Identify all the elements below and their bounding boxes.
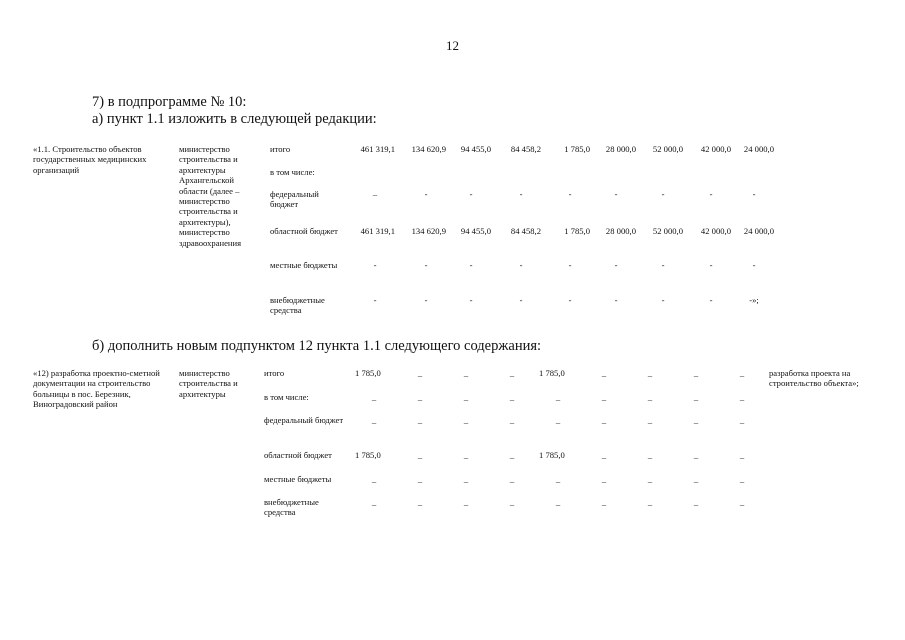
value-cell: _	[463, 368, 469, 378]
value-cell: -	[709, 189, 713, 199]
row-label: внебюджетные средства	[264, 497, 319, 518]
value-cell: 1 785,0	[539, 368, 565, 378]
table1-executor: министерство строительства и архитектуры Архангельской области (далее – министерство строительства и архитектуры), министерство здравоохранения	[179, 144, 242, 248]
value-cell: _	[555, 497, 561, 507]
value-cell: _	[739, 474, 745, 484]
value-cell: _	[371, 415, 377, 425]
subsection-a-heading: а) пункт 1.1 изложить в следующей редакции:	[92, 111, 377, 127]
value-cell: 1 785,0	[539, 450, 565, 460]
value-cell: -	[568, 295, 572, 305]
value-cell: 52 000,0	[652, 226, 683, 236]
value-cell: _	[555, 392, 561, 402]
table2-expected-result: разработка проекта на строительство объекта»;	[769, 368, 859, 389]
value-cell: -	[373, 295, 377, 305]
value-cell: _	[601, 450, 607, 460]
value-cell: 42 000,0	[700, 226, 731, 236]
value-cell: _	[371, 497, 377, 507]
row-label: в том числе:	[264, 392, 309, 402]
value-cell: _	[463, 450, 469, 460]
value-cell: -	[469, 295, 473, 305]
value-cell: _	[601, 368, 607, 378]
value-cell: _	[601, 415, 607, 425]
value-cell: _	[601, 392, 607, 402]
value-cell: _	[693, 474, 699, 484]
value-cell: _	[509, 450, 515, 460]
value-cell: 28 000,0	[605, 144, 636, 154]
value-cell: 28 000,0	[605, 226, 636, 236]
value-cell: _	[463, 415, 469, 425]
value-cell: 1 785,0	[564, 144, 590, 154]
value-cell: -	[424, 260, 428, 270]
value-cell: _	[417, 392, 423, 402]
value-cell: -»;	[749, 295, 759, 305]
value-cell: –	[372, 189, 378, 199]
value-cell: -	[568, 260, 572, 270]
value-cell: _	[417, 368, 423, 378]
value-cell: 461 319,1	[360, 144, 395, 154]
value-cell: -	[568, 189, 572, 199]
value-cell: _	[693, 368, 699, 378]
row-label: местные бюджеты	[270, 260, 338, 270]
value-cell: -	[661, 189, 665, 199]
value-cell: _	[417, 415, 423, 425]
value-cell: 84 458,2	[510, 144, 541, 154]
table2-item-name: «12) разработка проектно-сметной документации на строительство больницы в пос. Березник, Виноградовский район	[33, 368, 160, 410]
row-label: в том числе:	[270, 167, 315, 177]
value-cell: _	[693, 450, 699, 460]
value-cell: _	[555, 415, 561, 425]
value-cell: _	[739, 497, 745, 507]
row-label: федеральный бюджет	[270, 189, 319, 210]
value-cell: -	[424, 189, 428, 199]
value-cell: 24 000,0	[743, 226, 774, 236]
row-label: итого	[270, 144, 291, 154]
page-number: 12	[446, 38, 459, 53]
value-cell: _	[509, 474, 515, 484]
value-cell: -	[469, 189, 473, 199]
value-cell: _	[463, 392, 469, 402]
value-cell: -	[519, 295, 523, 305]
value-cell: 134 620,9	[411, 226, 446, 236]
value-cell: 24 000,0	[743, 144, 774, 154]
value-cell: _	[509, 415, 515, 425]
value-cell: -	[709, 295, 713, 305]
value-cell: 94 455,0	[460, 144, 491, 154]
value-cell: -	[373, 260, 377, 270]
value-cell: _	[371, 392, 377, 402]
value-cell: _	[601, 497, 607, 507]
value-cell: 84 458,2	[510, 226, 541, 236]
value-cell: -	[519, 260, 523, 270]
value-cell: 461 319,1	[360, 226, 395, 236]
value-cell: 1 785,0	[564, 226, 590, 236]
value-cell: _	[509, 368, 515, 378]
value-cell: 42 000,0	[700, 144, 731, 154]
value-cell: -	[661, 260, 665, 270]
value-cell: _	[509, 497, 515, 507]
value-cell: -	[661, 295, 665, 305]
row-label: итого	[264, 368, 285, 378]
value-cell: 134 620,9	[411, 144, 446, 154]
value-cell: -	[614, 189, 618, 199]
row-label: внебюджетные средства	[270, 295, 325, 316]
value-cell: -	[614, 260, 618, 270]
value-cell: -	[469, 260, 473, 270]
value-cell: _	[601, 474, 607, 484]
row-label: областной бюджет	[270, 226, 338, 236]
value-cell: -	[519, 189, 523, 199]
value-cell: 1 785,0	[355, 368, 381, 378]
value-cell: -	[614, 295, 618, 305]
value-cell: _	[647, 392, 653, 402]
value-cell: _	[417, 474, 423, 484]
row-label: федеральный бюджет	[264, 415, 344, 425]
value-cell: _	[693, 392, 699, 402]
value-cell: _	[739, 415, 745, 425]
value-cell: _	[417, 497, 423, 507]
value-cell: _	[647, 450, 653, 460]
value-cell: _	[739, 368, 745, 378]
value-cell: -	[752, 189, 756, 199]
row-label: областной бюджет	[264, 450, 332, 460]
value-cell: _	[739, 392, 745, 402]
value-cell: -	[709, 260, 713, 270]
value-cell: _	[647, 474, 653, 484]
value-cell: _	[739, 450, 745, 460]
value-cell: -	[424, 295, 428, 305]
value-cell: _	[647, 497, 653, 507]
value-cell: _	[371, 474, 377, 484]
value-cell: _	[647, 415, 653, 425]
table2-executor: министерство строительства и архитектуры	[179, 368, 238, 399]
value-cell: _	[509, 392, 515, 402]
value-cell: -	[752, 260, 756, 270]
table1-item-name: «1.1. Строительство объектов государственных медицинских организаций	[33, 144, 147, 175]
value-cell: _	[555, 474, 561, 484]
value-cell: 94 455,0	[460, 226, 491, 236]
value-cell: 1 785,0	[355, 450, 381, 460]
value-cell: _	[647, 368, 653, 378]
value-cell: 52 000,0	[652, 144, 683, 154]
section-heading: 7) в подпрограмме № 10:	[92, 94, 247, 110]
value-cell: _	[417, 450, 423, 460]
row-label: местные бюджеты	[264, 474, 332, 484]
value-cell: _	[693, 415, 699, 425]
subsection-b-heading: б) дополнить новым подпунктом 12 пункта 1.1 следующего содержания:	[92, 338, 542, 354]
value-cell: _	[463, 497, 469, 507]
value-cell: _	[693, 497, 699, 507]
value-cell: _	[463, 474, 469, 484]
